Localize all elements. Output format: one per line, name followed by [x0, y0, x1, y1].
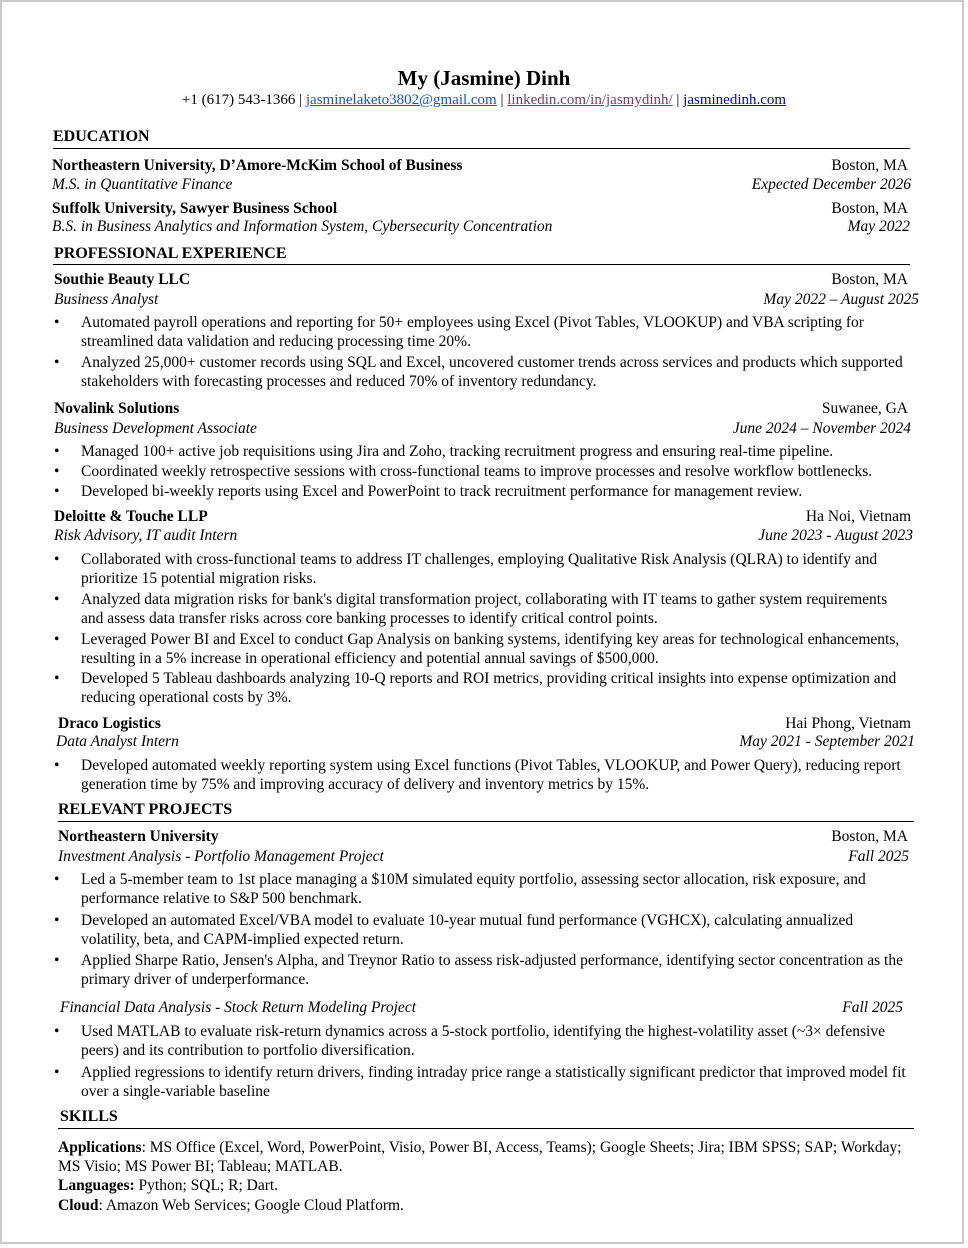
job-location: Ha Noi, Vietnam — [805, 508, 911, 525]
project-bullet: Used MATLAB to evaluate risk-return dynamics across a 5-stock portfolio, identifying the highest-volatility asset (~3× defensive peers) and its contribution to portfolio diversification. — [81, 1023, 885, 1059]
job-bullet: Collaborated with cross-functional teams to address IT challenges, employing Qualitative Risk Analysis (QLRA) to identify and prioritize 15 potential migration risks. — [81, 551, 878, 587]
skills-cloud — [58, 1197, 404, 1215]
job-bullet: Managed 100+ active job requisitions using Jira and Zoho, tracking recruitment progress and ensuring real-time pipeline. — [81, 443, 834, 460]
job-date: June 2024 – November 2024 — [732, 420, 911, 437]
job-title: Business Analyst — [54, 291, 159, 308]
separator: | — [676, 92, 680, 108]
phone: +1 (617) 543-1366 — [181, 92, 296, 108]
education-degree: M.S. in Quantitative Finance — [52, 176, 233, 193]
projects-heading: RELEVANT PROJECTS — [58, 801, 233, 818]
bullet-icon: • — [54, 631, 60, 648]
job-bullet: Coordinated weekly retrospective sessions with cross-functional teams to improve processes and resolve workflow bottlenecks. — [81, 463, 873, 480]
education-location: Boston, MA — [831, 157, 908, 174]
job-bullet: Developed bi-weekly reports using Excel and PowerPoint to track recruitment performance for management review. — [81, 483, 803, 500]
skills-languages — [58, 1177, 278, 1195]
bullet-icon: • — [54, 443, 60, 460]
bullet-icon: • — [54, 670, 60, 687]
project-date: Fall 2025 — [848, 848, 909, 865]
section-divider — [53, 264, 910, 265]
job-location: Hai Phong, Vietnam — [785, 715, 911, 732]
skills-applications — [58, 1138, 908, 1176]
job-bullet: Developed automated weekly reporting system using Excel functions (Pivot Tables, VLOOKUP, and Power Query), reducing report generation time by 75% and improving accuracy of delivery and inventory metrics by 15%. — [81, 757, 901, 793]
job-location: Suwanee, GA — [821, 400, 908, 417]
job-title: Business Development Associate — [54, 420, 257, 437]
project-bullet: Applied regressions to identify return drivers, finding intraday price range a statistically significant predictor that improved model fit over a single-variable baseline — [81, 1064, 906, 1100]
skills-cloud-text: : Amazon Web Services; Google Cloud Platform. — [98, 1197, 404, 1214]
project-date: Fall 2025 — [842, 999, 903, 1016]
job-company: Deloitte & Touche LLP — [54, 508, 208, 525]
job-company: Draco Logistics — [58, 715, 161, 732]
candidate-name: My (Jasmine) Dinh — [397, 66, 571, 90]
bullet-icon: • — [54, 314, 60, 331]
website-link[interactable]: jasminedinh.com — [683, 92, 787, 108]
bullet-icon: • — [54, 871, 60, 888]
bullet-icon: • — [54, 551, 60, 568]
job-bullet: Leveraged Power BI and Excel to conduct Gap Analysis on banking systems, identifying key areas for technological enhancements, resulting in a 5% increase in operational efficiency and potential annual savings of $500,000. — [81, 631, 900, 667]
bullet-icon: • — [54, 757, 60, 774]
project-location: Boston, MA — [831, 828, 908, 845]
project-title: Investment Analysis - Portfolio Management Project — [58, 848, 384, 865]
job-title: Data Analyst Intern — [56, 733, 179, 750]
project-bullet: Applied Sharpe Ratio, Jensen's Alpha, and Treynor Ratio to assess risk-adjusted performance, identifying sector concentration as the primary driver of underperformance. — [81, 952, 903, 988]
section-divider — [53, 148, 910, 149]
bullet-icon: • — [54, 463, 60, 480]
education-date: Expected December 2026 — [751, 176, 911, 193]
job-bullet: Analyzed 25,000+ customer records using SQL and Excel, uncovered customer trends across services and products which supported stakeholders with forecasting processes and reduced 70% of inventory redundancy. — [81, 354, 903, 390]
job-bullet: Analyzed data migration risks for bank's digital transformation project, collaborating with IT teams to gather system requirements and assess data transfer risks across core banking processes to identify critical control points. — [81, 591, 888, 627]
job-company: Novalink Solutions — [54, 400, 180, 417]
skills-heading: SKILLS — [60, 1108, 118, 1125]
bullet-icon: • — [54, 1064, 60, 1081]
contact-line — [2, 92, 966, 109]
job-date: May 2021 - September 2021 — [739, 733, 915, 750]
section-divider — [58, 1128, 914, 1129]
job-date: June 2023 - August 2023 — [758, 527, 913, 544]
job-title: Risk Advisory, IT audit Intern — [54, 527, 238, 544]
separator: | — [299, 92, 303, 108]
bullet-icon: • — [54, 591, 60, 608]
skills-cloud-label: Cloud — [58, 1197, 99, 1214]
project-bullet: Led a 5-member team to 1st place managing a $10M simulated equity portfolio, assessing sector allocation, risk exposure, and performance relative to S&P 500 benchmark. — [81, 871, 866, 907]
bullet-icon: • — [54, 483, 60, 500]
bullet-icon: • — [54, 952, 60, 969]
section-divider — [58, 821, 914, 822]
job-date: May 2022 – August 2025 — [763, 291, 919, 308]
skills-applications-label: Applications — [58, 1139, 142, 1156]
education-date: May 2022 — [847, 218, 910, 235]
bullet-icon: • — [54, 1023, 60, 1040]
project-title: Financial Data Analysis - Stock Return Modeling Project — [60, 999, 417, 1016]
job-company: Southie Beauty LLC — [54, 271, 191, 288]
skills-languages-text: Python; SQL; R; Dart. — [134, 1177, 279, 1194]
education-school: Suffolk University, Sawyer Business School — [52, 200, 338, 217]
job-bullet: Automated payroll operations and reporting for 50+ employees using Excel (Pivot Tables, VLOOKUP) and VBA scripting for streamlined data validation and reducing processing time 20%. — [81, 314, 864, 350]
bullet-icon: • — [54, 354, 60, 371]
experience-heading: PROFESSIONAL EXPERIENCE — [54, 245, 287, 262]
linkedin-link[interactable]: linkedin.com/in/jasmydinh/ — [507, 92, 673, 108]
bullet-icon: • — [54, 912, 60, 929]
education-school: Northeastern University, D’Amore-McKim School of Business — [52, 157, 463, 174]
education-heading: EDUCATION — [53, 128, 150, 145]
education-degree: B.S. in Business Analytics and Information System, Cybersecurity Concentration — [52, 218, 553, 235]
separator: | — [500, 92, 504, 108]
job-bullet: Developed 5 Tableau dashboards analyzing 10-Q reports and ROI metrics, providing critical insights into expense optimization and reducing operational costs by 3%. — [81, 670, 897, 706]
project-bullet: Developed an automated Excel/VBA model to evaluate 10-year mutual fund performance (VGHCX), calculating annualized volatility, beta, and CAPM-implied expected return. — [81, 912, 854, 948]
skills-applications-text: : MS Office (Excel, Word, PowerPoint, Visio, Power BI, Access, Teams); Google Sheets; Jira; IBM SPSS; SAP; Workday; MS Visio; MS Power BI; Tableau; MATLAB. — [58, 1139, 902, 1175]
skills-languages-label: Languages: — [58, 1177, 135, 1194]
education-location: Boston, MA — [831, 200, 908, 217]
email-link[interactable]: jasminelaketo3802@gmail.com — [305, 92, 497, 108]
project-org: Northeastern University — [58, 828, 219, 845]
job-location: Boston, MA — [831, 271, 908, 288]
